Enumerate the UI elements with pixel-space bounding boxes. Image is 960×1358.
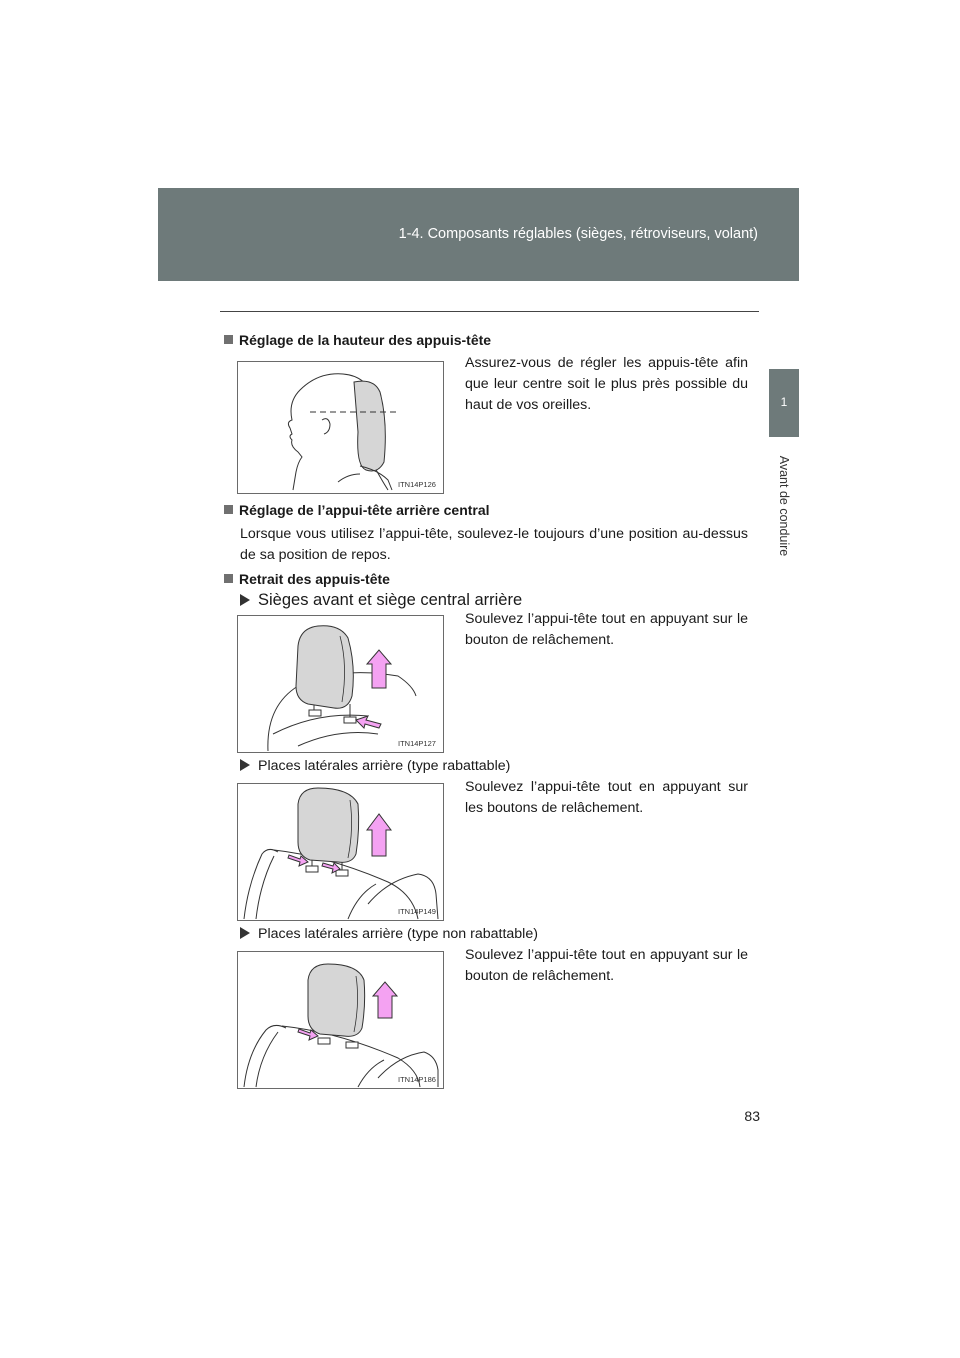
figure-headrest-height xyxy=(237,361,444,494)
heading-removal: Retrait des appuis-tête xyxy=(224,571,390,587)
figure-rear-folding-removal xyxy=(237,783,444,921)
center-description: Lorsque vous utilisez l’appui-tête, soulevez-le toujours d’une position au-dessus de sa position de repos. xyxy=(240,526,748,563)
chapter-number: 1 xyxy=(780,395,788,409)
figure-code: ITN14P126 xyxy=(398,480,436,489)
subheading-rear-folding: Places latérales arrière (type rabattable) xyxy=(240,758,510,774)
triangle-bullet-icon xyxy=(240,594,250,606)
figure-code: ITN14P127 xyxy=(398,739,436,748)
top-rule xyxy=(220,311,759,312)
square-bullet-icon xyxy=(224,505,233,514)
figure-rear-nonfolding-removal xyxy=(237,951,444,1089)
figure-front-seat-removal xyxy=(237,615,444,753)
height-description: Assurez-vous de régler les appuis-tête afin que leur centre soit le plus près possible du haut de vos oreilles. xyxy=(465,355,748,413)
triangle-bullet-icon xyxy=(240,759,250,771)
subheading-rear-nonfolding: Places latérales arrière (type non rabattable) xyxy=(240,926,538,942)
rear-nonfolding-description: Soulevez l’appui-tête tout en appuyant sur le bouton de relâchement. xyxy=(465,947,748,984)
square-bullet-icon xyxy=(224,574,233,583)
square-bullet-icon xyxy=(224,335,233,344)
figure-code: ITN14P186 xyxy=(398,1075,436,1084)
rear-folding-description: Soulevez l’appui-tête tout en appuyant sur les boutons de relâchement. xyxy=(465,779,748,816)
section-title: 1-4. Composants réglables (sièges, rétroviseurs, volant) xyxy=(398,226,758,242)
heading-center: Réglage de l’appui-tête arrière central xyxy=(224,502,490,518)
front-seats-description: Soulevez l’appui-tête tout en appuyant sur le bouton de relâchement. xyxy=(465,611,748,648)
triangle-bullet-icon xyxy=(240,927,250,939)
chapter-label xyxy=(774,446,794,566)
chapter-label-text: Avant de conduire xyxy=(777,455,791,557)
figure-code: ITN14P149 xyxy=(398,907,436,916)
heading-height: Réglage de la hauteur des appuis-tête xyxy=(224,332,491,348)
page-number: 83 xyxy=(744,1108,760,1124)
subheading-front-seats: Sièges avant et siège central arrière xyxy=(240,591,522,610)
